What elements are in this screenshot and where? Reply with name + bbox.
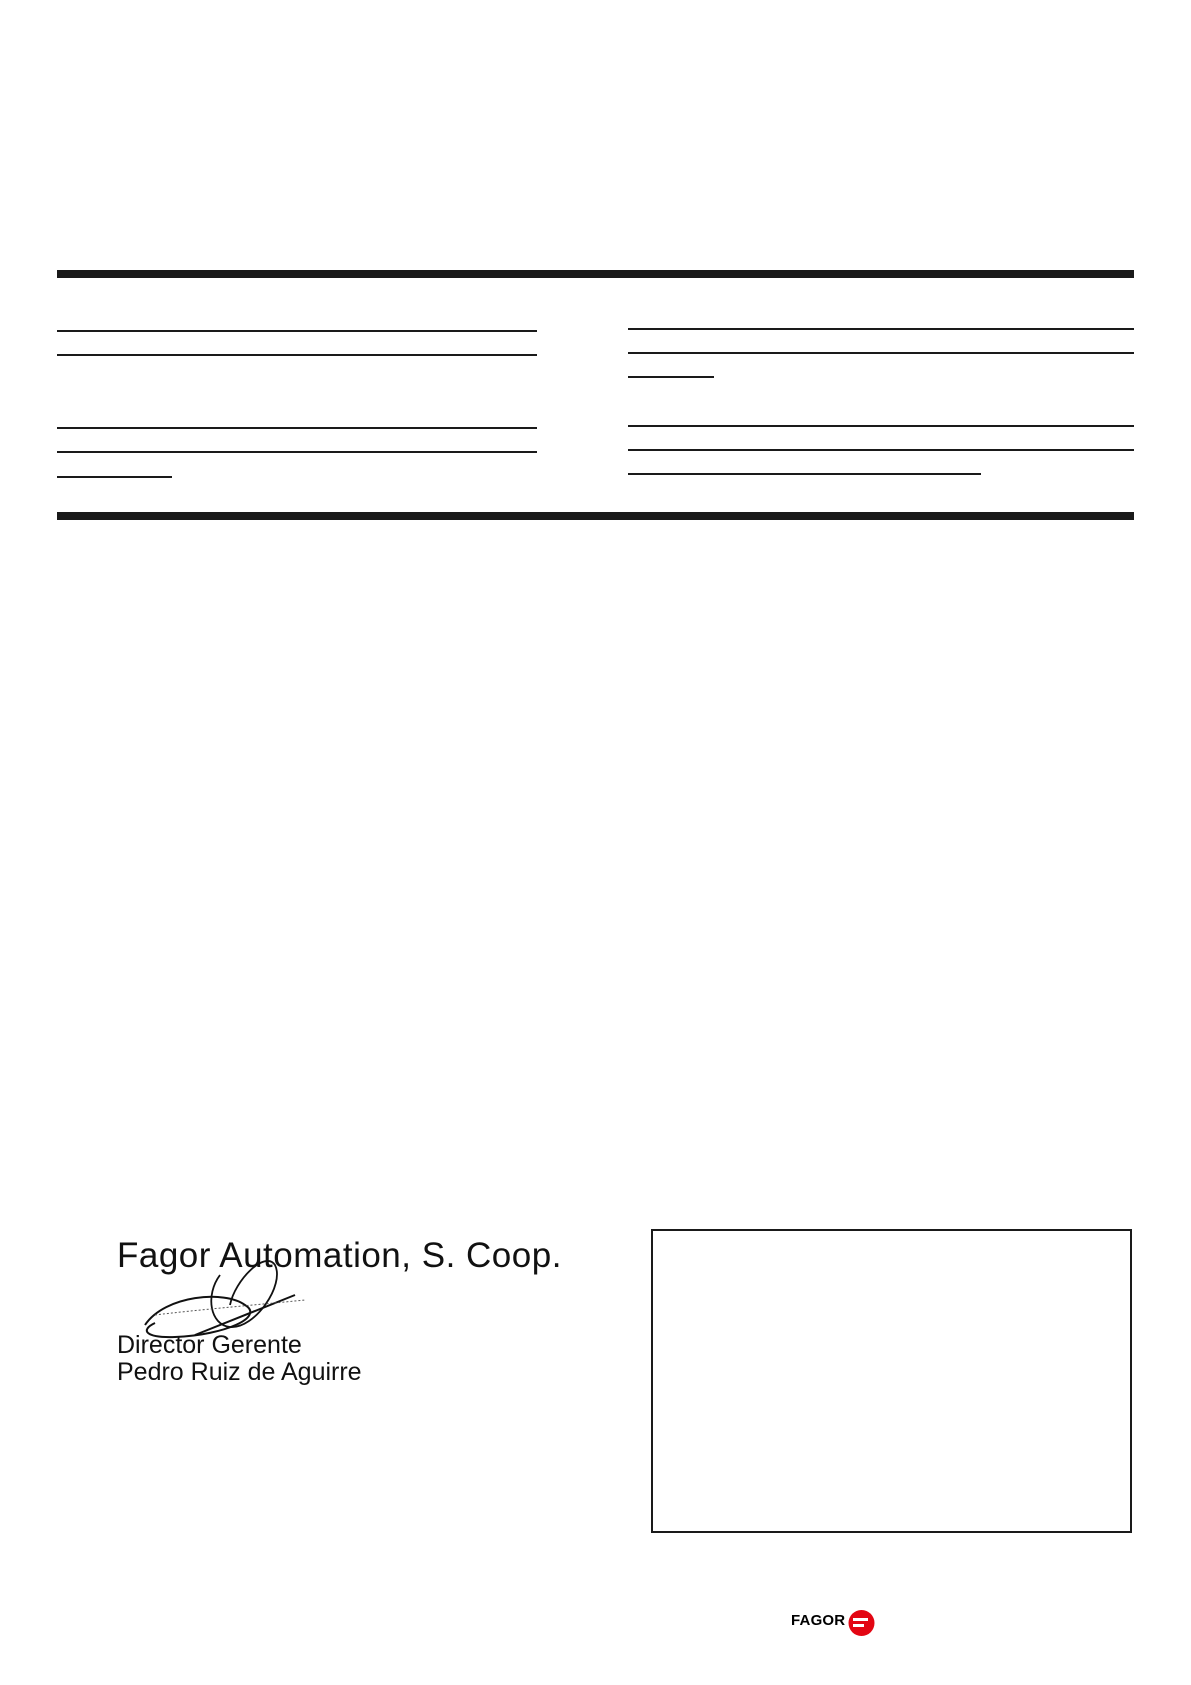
right-line-6: [628, 473, 981, 475]
signatory-role: Director Gerente: [117, 1331, 302, 1359]
left-line-4: [57, 451, 537, 453]
right-line-4: [628, 425, 1134, 427]
top-thick-rule: [57, 270, 1134, 278]
company-name: Fagor Automation, S. Coop.: [117, 1236, 562, 1275]
stamp-box: [651, 1229, 1132, 1533]
right-line-5: [628, 449, 1134, 451]
right-line-1: [628, 328, 1134, 330]
right-line-3: [628, 376, 714, 378]
left-line-5: [57, 476, 172, 478]
brand-wordmark: FAGOR: [791, 1612, 846, 1629]
right-line-2: [628, 352, 1134, 354]
bottom-thick-rule: [57, 512, 1134, 520]
left-line-2: [57, 354, 537, 356]
signatory-name: Pedro Ruiz de Aguirre: [117, 1358, 362, 1386]
left-line-3: [57, 427, 537, 429]
left-line-1: [57, 330, 537, 332]
fagor-logo-icon: [791, 1608, 875, 1638]
